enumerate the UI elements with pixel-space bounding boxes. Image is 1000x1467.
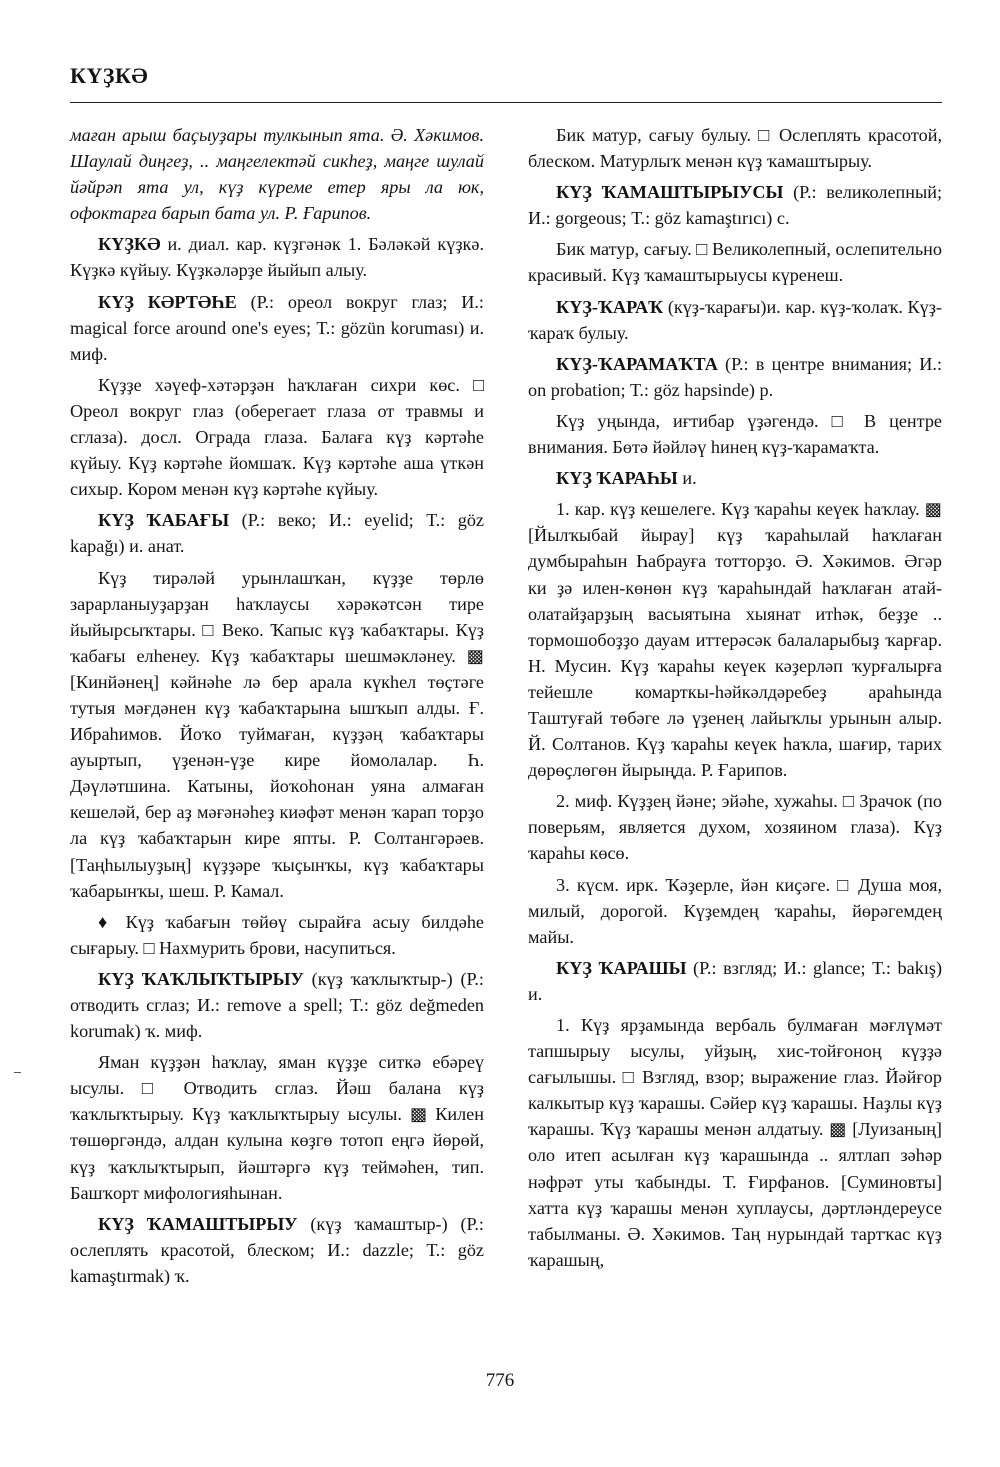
headword: КҮҘ-ҠАРАҠ: [556, 296, 664, 317]
definition: Күҙ тирәләй урынлашҡан, күҙҙе төрлө зарарланыуҙарҙан һаҡлаусы хәрәкәтсән тире йыйырсыҡтары. □ Веко. Ҡапыс күҙ ҡабаҡтары. Күҙ ҡабағы елһенеу. Күҙ ҡабаҡтары шешмәкләнеу. ▩ [Кинйәнең] кәйнәһе лә бер арала күкһел төҫтәге тутыя мәғдәнен күҙ ҡабаҡтарына ышҡып алды. Ғ. Ибраһимов. Йоҡо туймаған, күҙҙәң ҡабаҡтары ауыртып, үҙенән-үҙе кире йомолалар. Һ. Дәүләтшина. Катыны, йоҡоһонан уяна алмаған кешеләй, бер аҙ мәғәнәһеҙ киәфәт менән ҡарап торҙо ла күҙ ҡабаҡтарын кире япты. Р. Солтангәрәев. [Таңһылыуҙың] күҙҙәре ҡыҫынҡы, күҙ ҡабаҡтары ҡабарынҡы, шеш. Р. Камал.: [70, 567, 484, 901]
entry-kuz-kamashtyryusy: [528, 179, 942, 231]
page-number: 776: [485, 1370, 515, 1391]
headword: КҮҘ ҠАҠЛЫҠТЫРЫУ: [98, 968, 304, 989]
definition: Яман күҙҙән һаҡлау, яман күҙҙе ситкә ебәреү ысулы. □ Отводить сглаз. Йәш балана күҙ ҡаҡлыҡтырыу. Күҙ ҡаҡлыҡтырыу ысулы. ▩ Килен төшөргәндә, алдан кулына көҙгө тотоп еңгә йөрөй, күҙ ҡаҡлыҡтырып, йәштәргә күҙ теймәһен, тип. Башҡорт мифологияһынан.: [70, 1052, 484, 1203]
definition: Бик матур, сағыу. □ Великолепный, ослепительно красивый. Күҙ ҡамаштырыусы күренеш.: [528, 239, 942, 286]
sense-1: 1. Күҙ ярҙамында вербаль булмаған мәғлүмәт тапшырыу ысулы, уйҙың, хис-тойғоноң күҙҙә сағылышы. □ Взгляд, взор; выражение глаз. Йәйғор калкытыр күҙ ҡарашы. Сәйер күҙ ҡарашы. Наҙлы күҙ ҡарашы. Ҡүҙ ҡарашы менән алдатыу. ▩ [Луизаның] оло итеп асылған күҙ ҡарашында .. ялтлап зәһәр нәфрәт уты ҡабынды. Т. Ғирфанов. [Суминовты] хатта күҙ ҡарашы менән хуплаусы, дәртләндереусе табылманы. Ә. Хәкимов. Таң нурындай тартҡас күҙ ҡарашың,: [528, 1015, 942, 1270]
entry-kuz-karashy: [528, 955, 942, 1007]
entry-kuz-kamashtyryu: [70, 1211, 484, 1289]
entry-body: (күҙ ҡамаштыр-) (Р.: ослеплять красотой, блеском; И.: dazzle; Т.: göz kamaştırmak) ҡ.: [70, 1213, 484, 1286]
entry-kuzke: [70, 231, 484, 283]
headword: КҮҘ ҠАРАҺЫ: [556, 468, 678, 489]
entry-body: (Р.: великолепный; И.: gorgeous; Т.: göz kamaştırıcı) с.: [528, 182, 943, 229]
right-column: [528, 122, 942, 1278]
entry-body: (күҙ ҡаҡлыҡтыр-) (Р.: отводить сглаз; И.: remove a spell; Т.: göz değmeden korumak) ҡ. миф.: [70, 968, 484, 1042]
entry-kuz-karahy: [528, 465, 942, 491]
sense-2: 2. миф. Күҙҙең йәне; эйәһе, хужаһы. □ Зрачок (по поверьям, является духом, хозяином глаза). Күҙ ҡараһы көсө.: [528, 791, 942, 864]
idiom: ♦ Күҙ ҡабағын төйөү сырайға асыу билдәһе сығарыу. □ Нахмурить брови, насупиться.: [70, 911, 484, 958]
header-rule: [70, 102, 942, 103]
sense-1: 1. кар. күҙ кешелеге. Күҙ ҡараһы кеүек һаҡлау. ▩ [Йылҡыбай йырау] күҙ ҡараһылай һаҡлаған думбыраһын Һабрауға тотторҙо. Ә. Хәкимов. Әгәр ки ҙә илен-көнөн күҙ ҡараһындай һаҡлаған атай-олатайҙарҙың васыятына хыянат итһәк, беҙҙе .. тормошобоҙҙо дауам иттерәсәк балаларыбыҙ ҡарғар. Н. Мусин. Күҙ ҡараһы кеүек кәҙерләп ҡурғалырға тейешле комарткы-һәйкәлдәребеҙ араһында Таштуғай төбәге лә үҙенең лайыҡлы урынын алыр. Й. Солтанов. Күҙ ҡараһы кеүек һаҡла, шағир, тарих дөрөҫлөгөн йырыңда. Р. Ғарипов.: [528, 499, 942, 781]
entry-continuation: маған арыш баҫыуҙары тулкынып ята. Ә. Хәкимов. Шаулай диңгеҙ, .. маңгелектәй сикһеҙ, маңге шулай йәйрәп ята ул, күҙ күреме етер яры ла юк, офоктарға барып бата ул. Р. Ғарипов.: [70, 125, 484, 224]
entry-kuz-kertehe: [70, 289, 484, 367]
definition: Бик матур, сағыу булыу. □ Ослеплять красотой, блеском. Матурлыҡ менән күҙ ҡамаштырыу.: [528, 125, 942, 172]
headword: КҮҘ ҠАБАҒЫ: [98, 510, 230, 531]
definition: Күҙ уңында, иғтибар үҙәгендә. □ В центре внимания. Бөтә йәйләү һинең күҙ-ҡарамаҡта.: [528, 410, 942, 458]
definition: Күҙҙе хәүеф-хәтәрҙән һаҡлаған сихри көс. □ Ореол вокруг глаз (оберегает глаза от травмы и сглаза). досл. Ограда глаза. Балаға күҙ кәртәһе күйыу. Күҙ кәртәһе йомшаҡ. Күҙ кәртәһе аша үткән сихыр. Кором менән күҙ кәртәһе күйыу.: [70, 374, 484, 500]
entry-body: и.: [677, 468, 697, 489]
headword: КҮҘ ҠАМАШТЫРЫУ: [98, 1213, 298, 1234]
entry-kuz-karamakta: [528, 351, 942, 403]
entry-body: (Р.: веко; И.: eyelid; Т.: göz kapağı) и. анат.: [70, 510, 485, 557]
entry-kuz-kabagy: [70, 507, 484, 559]
entry-body: (Р.: в центре внимания; И.: on probation; Т.: göz hapsinde) р.: [528, 353, 942, 400]
headword: КҮҘКӘ: [98, 234, 161, 255]
entry-body: (Р.: взгляд; И.: glance; Т.: bakış) и.: [528, 957, 943, 1004]
entry-body: (күҙ-ҡарағы)и. кар. күҙ-ҡолаҡ. Күҙ-ҡараҡ булыу.: [528, 296, 942, 343]
entry-kuz-kaklyktyryu: [70, 966, 484, 1044]
entry-kuz-karak: [528, 294, 942, 346]
entry-body: (Р.: ореол вокруг глаз; И.: magical force around one's eyes; Т.: gözün koruması) и. миф.: [70, 291, 484, 364]
sense-3: 3. күсм. ирк. Ҡәҙерле, йән киҫәге. □ Душа моя, милый, дорогой. Күҙемдең ҡараһы, йөрәгемдең майы.: [528, 874, 942, 947]
headword: КҮҘ-ҠАРАМАҠТА: [556, 353, 718, 374]
entry-body: и. диал. кар. күҙгәнәк 1. Бәләкәй күҙкә. Күҙкә күйыу. Күҙкәләрҙе йыйып алыу.: [70, 234, 484, 281]
left-column: [70, 122, 484, 1294]
headword: КҮҘ КӘРТӘҺЕ: [98, 291, 237, 312]
headword: КҮҘ ҠАРАШЫ: [556, 957, 687, 978]
headword: КҮҘ ҠАМАШТЫРЫУСЫ: [556, 182, 784, 203]
margin-mark: [14, 1072, 21, 1073]
running-head: КҮҘКӘ: [70, 63, 149, 88]
